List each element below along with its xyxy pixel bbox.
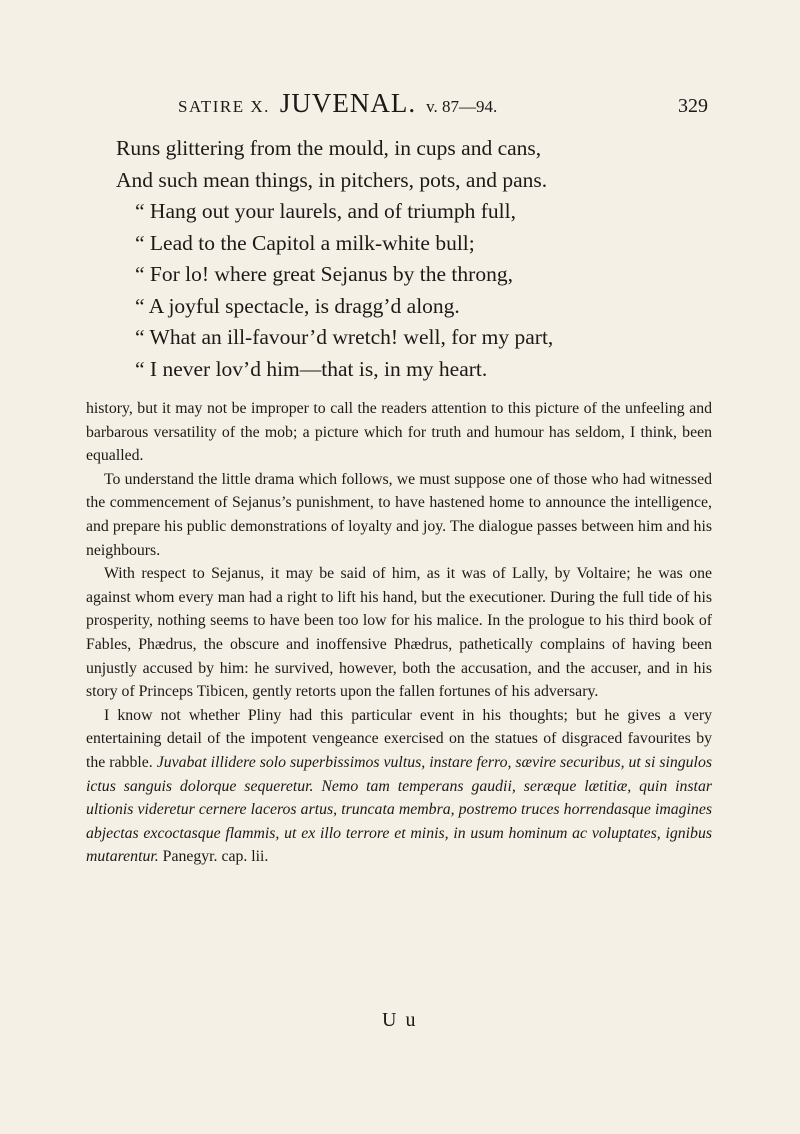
author-name: JUVENAL. [279,88,417,118]
poem-line: And such mean things, in pitchers, pots, and pans. [116,167,548,192]
note-paragraph: history, but it may not be improper to call the readers attention to this picture of the unfeeling and barbarous versatility of the mob; a picture which for truth and humour has seldom, I think, been equalled. [86,400,712,465]
poem-line: “ What an ill-favour’d wretch! well, for my part, [135,325,554,349]
poem-line: Runs glittering from the mould, in cups and cans, [116,136,542,160]
poem-line: “ Lead to the Capitol a milk-white bull; [135,230,475,255]
line-reference: v. 87—94. [426,97,498,116]
running-header [178,88,708,116]
header-left [178,88,497,119]
notes-block [86,397,712,869]
note-intro: I know not whether Pliny had this particular event in his thoughts; but he gives a very entertaining detail of the impotent vengeance exercised on the statues of disgraced favourites by the rabble. [86,706,712,771]
poem-line: “ I never lov’d him—that is, in my heart. [135,356,488,381]
citation: Panegyr. cap. lii. [162,848,269,866]
latin-quotation: Juvabat illidere solo superbissimos vultus, instare ferro, sævire securibus, ut si singulos ictus sanguis dolorque sequeretur. Nemo tam temperans gaudii, seræque lætitiæ, quin instar ultionis videretur cernere laceros artus, truncata membra, postremo truces horrendasque imagines abjectas excoctasque flammis, ut ex illo terrore et minis, in usum hominum ac voluptates, ignibus mutarentur. [86,753,712,866]
note-paragraph: To understand the little drama which follows, we must suppose one of those who had witnessed the commencement of Sejanus’s punishment, to have hastened home to announce the intelligence, and prepare his public demonstrations of loyalty and joy. The dialogue passes between him and his neighbours. [86,470,712,559]
poem-line: “ For lo! where great Sejanus by the throng, [135,262,513,286]
poem-line: “ Hang out your laurels, and of triumph full, [135,199,516,223]
poem-line: “ A joyful spectacle, is dragg’d along. [135,293,460,318]
satire-number: SATIRE X. [178,97,270,116]
note-paragraph-pliny [86,704,712,869]
page-number: 329 [678,95,708,117]
signature-mark: U u [382,1009,418,1031]
note-paragraph: With respect to Sejanus, it may be said of him, as it was of Lally, by Voltaire; he was one against whom every man had a right to lift his hand, but the executioner. During the full tide of his prosperity, nothing seems to have been too low for his malice. In the prologue to his third book of Fables, Phædrus, the obscure and inoffensive Phædrus, pathetically complains of having been unjustly accused by him: he survived, however, both the accusation, and the accuser, and in his story of Princeps Tibicen, gently retorts upon the fallen fortunes of his adversary. [86,565,712,701]
poem-block [116,133,716,385]
